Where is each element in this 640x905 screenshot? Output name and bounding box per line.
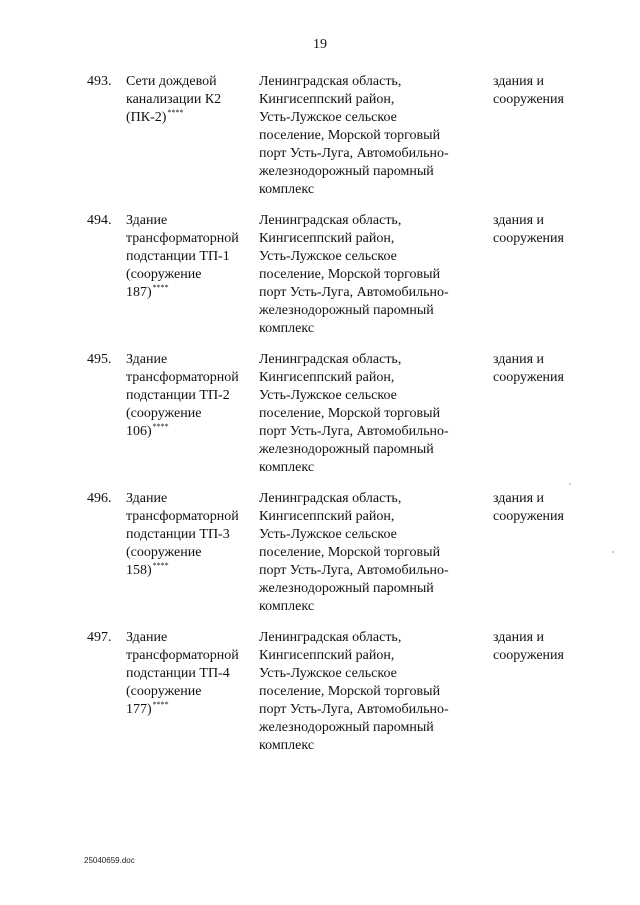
object-name-line [126,683,254,701]
address-line: Усть-Лужское сельское [259,527,397,542]
object-name-line [126,647,254,665]
object-name-line [126,369,254,387]
object-name-line [126,423,254,441]
object-name-text: трансформаторной [126,231,239,246]
object-name-line [126,665,254,683]
address-line: порт Усть-Луга, Автомобильно- [259,702,449,717]
object-name [126,490,254,580]
object-address [259,490,487,616]
row-number: 496. [87,491,112,506]
address-line: порт Усть-Луга, Автомобильно- [259,146,449,161]
row-number: 497. [87,630,112,645]
object-name-text: 177) [126,702,152,717]
footer-doc-id: 25040659.doc [84,856,135,865]
object-name-line [126,490,254,508]
category-line: сооружения [493,92,564,107]
object-category [493,73,613,109]
address-line: железнодорожный паромный [259,442,434,457]
object-name-text: (сооружение [126,684,202,699]
address-line: Усть-Лужское сельское [259,110,397,125]
object-name [126,73,254,127]
object-name-text: (сооружение [126,406,202,421]
object-name-text: Здание [126,491,168,506]
object-address [259,212,487,338]
scan-speck [569,483,571,485]
address-line: комплекс [259,321,315,336]
address-line: поселение, Морской торговый [259,267,441,282]
address-line: порт Усть-Луга, Автомобильно- [259,563,449,578]
object-name-text: трансформаторной [126,509,239,524]
address-line: поселение, Морской торговый [259,406,441,421]
footnote-marker: **** [152,700,169,709]
object-name-text: (сооружение [126,545,202,560]
address-line: поселение, Морской торговый [259,545,441,560]
object-name-line [126,284,254,302]
object-address [259,73,487,199]
object-name-text: подстанции ТП-1 [126,249,230,264]
object-name-line [126,91,254,109]
address-line: Кингисеппский район, [259,370,395,385]
object-name-line [126,544,254,562]
address-line: Ленинградская область, [259,74,402,89]
object-name-text: (ПК-2) [126,110,167,125]
category-line: здания и [493,630,545,645]
object-name [126,629,254,719]
category-line: сооружения [493,648,564,663]
object-name-text: 106) [126,424,152,439]
object-name-line [126,248,254,266]
category-line: здания и [493,74,545,89]
address-line: Ленинградская область, [259,491,402,506]
object-name-line [126,701,254,719]
object-name-line [126,508,254,526]
address-line: Кингисеппский район, [259,92,395,107]
address-line: Ленинградская область, [259,352,402,367]
object-name-text: подстанции ТП-2 [126,388,230,403]
object-name-line [126,405,254,423]
object-name-line [126,387,254,405]
address-line: Кингисеппский район, [259,231,395,246]
address-line: Ленинградская область, [259,213,402,228]
category-line: здания и [493,352,545,367]
address-line: Усть-Лужское сельское [259,249,397,264]
object-name-text: 187) [126,285,152,300]
object-name-text: Здание [126,630,168,645]
object-name-line [126,212,254,230]
address-line: комплекс [259,599,315,614]
address-line: комплекс [259,182,315,197]
object-address [259,629,487,755]
scan-speck [612,551,614,553]
address-line: Усть-Лужское сельское [259,666,397,681]
address-line: железнодорожный паромный [259,303,434,318]
row-number: 493. [87,74,112,89]
page-number: 19 [313,37,327,52]
footnote-marker: **** [167,108,184,117]
address-line: комплекс [259,738,315,753]
address-line: Усть-Лужское сельское [259,388,397,403]
address-line: порт Усть-Луга, Автомобильно- [259,285,449,300]
address-line: поселение, Морской торговый [259,128,441,143]
object-category [493,490,613,526]
object-category [493,629,613,665]
row-number: 494. [87,213,112,228]
footnote-marker: **** [152,561,169,570]
object-name-text: Здание [126,213,168,228]
object-name-line [126,109,254,127]
object-name-text: подстанции ТП-3 [126,527,230,542]
object-name-line [126,629,254,647]
object-name-line [126,266,254,284]
object-name-line [126,351,254,369]
category-line: сооружения [493,509,564,524]
object-name-line [126,73,254,91]
object-category [493,351,613,387]
object-name-text: 158) [126,563,152,578]
object-name-line [126,526,254,544]
address-line: Ленинградская область, [259,630,402,645]
address-line: железнодорожный паромный [259,720,434,735]
row-number: 495. [87,352,112,367]
object-name-text: Сети дождевой [126,74,217,89]
object-name [126,351,254,441]
address-line: комплекс [259,460,315,475]
category-line: сооружения [493,370,564,385]
footnote-marker: **** [152,422,169,431]
address-line: Кингисеппский район, [259,648,395,663]
object-name [126,212,254,302]
object-name-text: подстанции ТП-4 [126,666,230,681]
footnote-marker: **** [152,283,169,292]
object-name-line [126,562,254,580]
object-name-text: трансформаторной [126,370,239,385]
category-line: сооружения [493,231,564,246]
object-category [493,212,613,248]
address-line: порт Усть-Луга, Автомобильно- [259,424,449,439]
object-name-text: (сооружение [126,267,202,282]
address-line: Кингисеппский район, [259,509,395,524]
address-line: железнодорожный паромный [259,164,434,179]
object-name-text: канализации К2 [126,92,222,107]
address-line: поселение, Морской торговый [259,684,441,699]
object-name-text: Здание [126,352,168,367]
object-address [259,351,487,477]
address-line: железнодорожный паромный [259,581,434,596]
object-name-text: трансформаторной [126,648,239,663]
object-name-line [126,230,254,248]
category-line: здания и [493,213,545,228]
category-line: здания и [493,491,545,506]
